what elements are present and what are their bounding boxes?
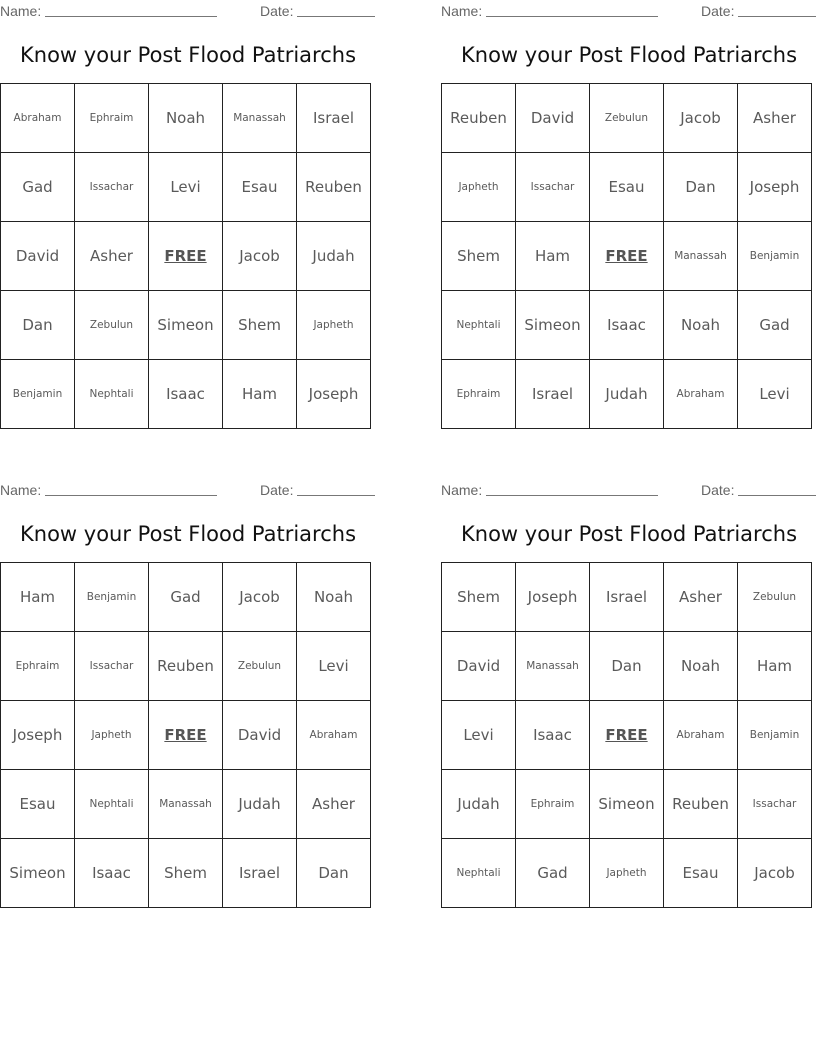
- bingo-cell: Joseph: [738, 153, 812, 222]
- bingo-cell: Benjamin: [75, 563, 149, 632]
- bingo-cell: Japheth: [590, 839, 664, 908]
- bingo-cell: Manassah: [664, 222, 738, 291]
- free-space-cell: FREE: [149, 701, 223, 770]
- bingo-cell: Israel: [297, 84, 371, 153]
- bingo-cell: Esau: [590, 153, 664, 222]
- bingo-cell: Ham: [738, 632, 812, 701]
- bingo-cell: Noah: [297, 563, 371, 632]
- bingo-cell: Nephtali: [442, 839, 516, 908]
- date-label: Date:: [701, 482, 735, 498]
- bingo-cell: Ham: [1, 563, 75, 632]
- bingo-cell: Dan: [664, 153, 738, 222]
- date-line: [297, 16, 375, 17]
- name-label: Name:: [441, 482, 483, 498]
- card-header-fields: [441, 0, 816, 22]
- bingo-card: [441, 0, 816, 403]
- bingo-cell: Joseph: [297, 360, 371, 429]
- bingo-cell: Ephraim: [442, 360, 516, 429]
- bingo-cell: Shem: [149, 839, 223, 908]
- bingo-cell: Asher: [738, 84, 812, 153]
- bingo-cell: Reuben: [442, 84, 516, 153]
- bingo-cell: Ephraim: [1, 632, 75, 701]
- bingo-cell: Ham: [223, 360, 297, 429]
- bingo-cell: Dan: [297, 839, 371, 908]
- bingo-cell: Judah: [223, 770, 297, 839]
- bingo-card: [0, 0, 376, 403]
- bingo-cell: Benjamin: [738, 222, 812, 291]
- bingo-cell: David: [223, 701, 297, 770]
- bingo-cell: Nephtali: [75, 770, 149, 839]
- bingo-cell: David: [516, 84, 590, 153]
- bingo-cell: Esau: [223, 153, 297, 222]
- bingo-cell: Jacob: [738, 839, 812, 908]
- bingo-cell: Zebulun: [738, 563, 812, 632]
- free-space-cell: FREE: [590, 222, 664, 291]
- name-line: [45, 16, 217, 17]
- bingo-cell: Levi: [738, 360, 812, 429]
- card-title: Know your Post Flood Patriarchs: [19, 522, 357, 546]
- bingo-cell: Isaac: [149, 360, 223, 429]
- bingo-cell: Reuben: [297, 153, 371, 222]
- bingo-grid: [0, 83, 371, 429]
- bingo-cell: Japheth: [442, 153, 516, 222]
- bingo-cell: Issachar: [75, 632, 149, 701]
- free-space-cell: FREE: [590, 701, 664, 770]
- name-line: [486, 495, 658, 496]
- bingo-cell: Dan: [590, 632, 664, 701]
- bingo-cell: David: [442, 632, 516, 701]
- bingo-cell: Japheth: [297, 291, 371, 360]
- bingo-cell: Jacob: [223, 563, 297, 632]
- date-line: [738, 16, 816, 17]
- bingo-cell: Issachar: [516, 153, 590, 222]
- date-label: Date:: [260, 3, 294, 19]
- bingo-cell: Judah: [442, 770, 516, 839]
- bingo-cell: Judah: [590, 360, 664, 429]
- bingo-cell: Benjamin: [1, 360, 75, 429]
- bingo-cell: Issachar: [738, 770, 812, 839]
- bingo-grid: [441, 83, 812, 429]
- bingo-cell: Jacob: [664, 84, 738, 153]
- date-line: [738, 495, 816, 496]
- bingo-cell: Noah: [664, 632, 738, 701]
- bingo-cell: Reuben: [664, 770, 738, 839]
- date-line: [297, 495, 375, 496]
- bingo-cell: Noah: [664, 291, 738, 360]
- bingo-cell: Gad: [149, 563, 223, 632]
- bingo-cell: Zebulun: [590, 84, 664, 153]
- bingo-cell: Ephraim: [75, 84, 149, 153]
- bingo-cell: Manassah: [149, 770, 223, 839]
- bingo-cell: Gad: [738, 291, 812, 360]
- bingo-cell: Shem: [223, 291, 297, 360]
- bingo-cell: Ephraim: [516, 770, 590, 839]
- name-line: [486, 16, 658, 17]
- date-label: Date:: [260, 482, 294, 498]
- name-line: [45, 495, 217, 496]
- bingo-cell: Nephtali: [75, 360, 149, 429]
- bingo-cell: Asher: [664, 563, 738, 632]
- free-space-cell: FREE: [149, 222, 223, 291]
- bingo-cell: Abraham: [297, 701, 371, 770]
- bingo-cell: Simeon: [516, 291, 590, 360]
- bingo-cell: Jacob: [223, 222, 297, 291]
- bingo-cell: Simeon: [590, 770, 664, 839]
- bingo-cell: Shem: [442, 222, 516, 291]
- card-header-fields: [0, 479, 376, 501]
- card-header-fields: [441, 479, 816, 501]
- bingo-cell: Issachar: [75, 153, 149, 222]
- name-label: Name:: [441, 3, 483, 19]
- bingo-cell: Israel: [516, 360, 590, 429]
- bingo-cell: Levi: [149, 153, 223, 222]
- bingo-cell: Israel: [590, 563, 664, 632]
- bingo-cell: Abraham: [664, 360, 738, 429]
- bingo-cell: Isaac: [590, 291, 664, 360]
- bingo-cell: Asher: [75, 222, 149, 291]
- card-title: Know your Post Flood Patriarchs: [19, 43, 357, 67]
- bingo-cell: Reuben: [149, 632, 223, 701]
- bingo-cell: Gad: [1, 153, 75, 222]
- bingo-cell: Judah: [297, 222, 371, 291]
- bingo-cell: Esau: [664, 839, 738, 908]
- name-label: Name:: [0, 482, 42, 498]
- bingo-cell: Noah: [149, 84, 223, 153]
- bingo-cell: Benjamin: [738, 701, 812, 770]
- card-title: Know your Post Flood Patriarchs: [460, 43, 798, 67]
- name-label: Name:: [0, 3, 42, 19]
- bingo-cell: Joseph: [1, 701, 75, 770]
- bingo-cell: Shem: [442, 563, 516, 632]
- date-label: Date:: [701, 3, 735, 19]
- card-header-fields: [0, 0, 376, 22]
- bingo-cell: Gad: [516, 839, 590, 908]
- bingo-cell: Zebulun: [223, 632, 297, 701]
- bingo-card: [0, 479, 376, 882]
- bingo-cell: Dan: [1, 291, 75, 360]
- bingo-cell: Asher: [297, 770, 371, 839]
- bingo-grid: [0, 562, 371, 908]
- bingo-cell: Levi: [297, 632, 371, 701]
- bingo-cell: Isaac: [516, 701, 590, 770]
- bingo-cell: Manassah: [223, 84, 297, 153]
- bingo-cell: Zebulun: [75, 291, 149, 360]
- bingo-grid: [441, 562, 812, 908]
- bingo-cell: Japheth: [75, 701, 149, 770]
- card-title: Know your Post Flood Patriarchs: [460, 522, 798, 546]
- bingo-cell: Esau: [1, 770, 75, 839]
- bingo-cell: Isaac: [75, 839, 149, 908]
- bingo-cell: Abraham: [664, 701, 738, 770]
- bingo-card: [441, 479, 816, 882]
- bingo-cell: David: [1, 222, 75, 291]
- bingo-cell: Joseph: [516, 563, 590, 632]
- bingo-cell: Nephtali: [442, 291, 516, 360]
- bingo-cell: Levi: [442, 701, 516, 770]
- bingo-cell: Ham: [516, 222, 590, 291]
- bingo-cell: Simeon: [1, 839, 75, 908]
- bingo-cell: Israel: [223, 839, 297, 908]
- bingo-cell: Manassah: [516, 632, 590, 701]
- bingo-cell: Simeon: [149, 291, 223, 360]
- bingo-cell: Abraham: [1, 84, 75, 153]
